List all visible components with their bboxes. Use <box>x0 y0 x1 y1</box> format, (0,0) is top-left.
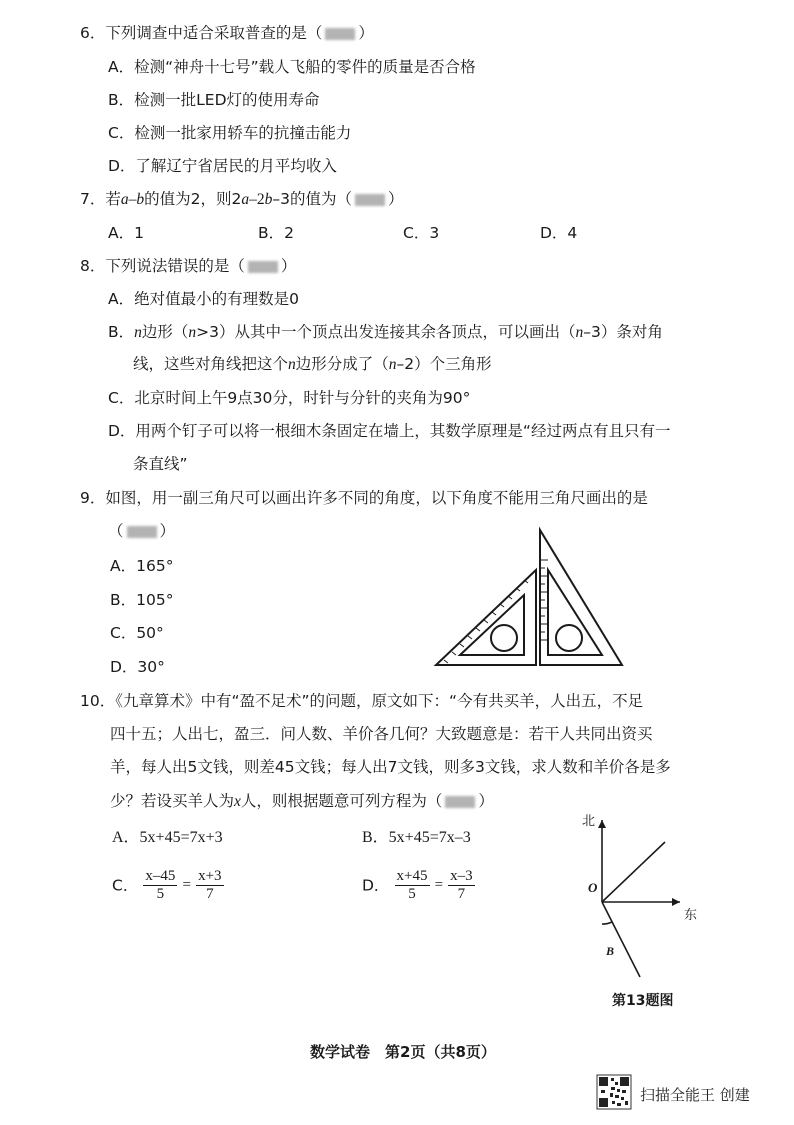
q10-option-b: B．5x+45=7x–3 <box>362 829 471 846</box>
t: ） <box>478 792 494 810</box>
q8-option-b-line1 <box>108 321 663 344</box>
q6-stem <box>80 22 374 44</box>
t: = <box>182 877 191 893</box>
q7-t4: b <box>136 191 145 208</box>
figure-caption: 第13题图 <box>612 993 674 1009</box>
answer-blur <box>248 261 278 273</box>
q6-option-b: B．检测一批LED灯的使用寿命 <box>108 91 320 109</box>
north-arrow <box>598 820 606 828</box>
q9-stem: 9．如图，用一副三角尺可以画出许多不同的角度，以下角度不能用三角尺画出的是 <box>80 489 648 507</box>
t: x–3 <box>450 868 473 884</box>
q9-option-c: C．50° <box>110 624 164 642</box>
q7-t9: –3的值为（ <box>272 190 352 208</box>
t: 线，这些对角线把这个 <box>133 355 289 373</box>
t: n <box>288 356 296 373</box>
answer-blur <box>325 28 355 40</box>
q10-option-d <box>362 868 475 903</box>
t: 边形（ <box>141 323 189 341</box>
qr-code-icon <box>597 1075 631 1109</box>
q7-t8: b <box>264 191 273 208</box>
q8-option-c: C．北京时间上午9点30分，时针与分针的夹角为90° <box>108 389 471 407</box>
t: 人，则根据题意可列方程为（ <box>240 792 443 810</box>
ray-northeast <box>602 842 665 902</box>
fraction-c-left <box>143 868 177 903</box>
t: x+3 <box>198 868 222 884</box>
ruler-ticks-right <box>540 560 548 640</box>
q7-t3: – <box>128 191 137 208</box>
east-label: 东 <box>684 908 698 923</box>
t: n <box>388 356 397 373</box>
q7-option-c: C．3 <box>403 224 440 242</box>
q10-option-c <box>112 868 224 903</box>
q6-option-c: C．检测一批家用轿车的抗撞击能力 <box>108 124 352 142</box>
q9-option-a: A．165° <box>110 557 174 575</box>
t: D． <box>362 876 390 895</box>
origin-label: O <box>588 880 598 895</box>
q7-t1: 7．若 <box>80 190 121 208</box>
ruler-hole-right <box>556 625 582 651</box>
q7-option-b: B．2 <box>258 224 294 242</box>
q10-line4 <box>110 790 494 813</box>
t: B． <box>108 323 135 341</box>
answer-blur <box>445 796 475 808</box>
answer-blur <box>127 526 157 538</box>
t: C． <box>112 876 139 895</box>
t: x–45 <box>145 868 176 884</box>
q10-line1: 10．《九章算术》中有“盈不足术”的问题，原文如下：“今有共买羊，人出五，不足 <box>80 692 644 710</box>
q6-option-a: A．检测“神舟十七号”载人飞船的零件的质量是否合格 <box>108 58 476 76</box>
q7-close: ） <box>387 190 404 208</box>
q9-paren <box>108 520 175 542</box>
fraction-d-right <box>448 868 475 903</box>
q7-option-a: A．1 <box>108 224 144 242</box>
q6-option-d: D．了解辽宁省居民的月平均收入 <box>108 157 337 175</box>
ruler-ticks-left <box>444 580 528 663</box>
triangle-ruler-left <box>436 570 536 665</box>
q7-t5: 的值为2，则2 <box>144 190 242 208</box>
fraction-c-right <box>196 868 223 903</box>
t: （ <box>108 522 124 540</box>
q9-option-d: D．30° <box>110 658 165 676</box>
t: –3）条对角 <box>583 323 663 341</box>
north-label: 北 <box>582 814 596 829</box>
t: x+45 <box>396 868 428 884</box>
q7-t6: a <box>241 191 250 208</box>
t: >3）从其中一个顶点出发连接其余各顶点，可以画出（ <box>196 323 576 341</box>
ray-ob <box>602 902 640 977</box>
t: 边形分成了（ <box>295 355 389 373</box>
t: n <box>188 324 197 341</box>
t: 7 <box>206 886 214 902</box>
t: 7 <box>457 886 466 902</box>
q10-line3: 羊，每人出5文钱，则差45文钱；每人出7文钱，则多3文钱，求人数和羊价各是多 <box>110 758 671 776</box>
q8-close: ） <box>280 257 297 275</box>
ruler-hole-left <box>491 625 517 651</box>
set-squares-figure <box>430 520 630 670</box>
fraction-d-left <box>395 868 430 903</box>
q8-option-b-line2 <box>133 353 492 376</box>
t: n <box>575 324 584 341</box>
t: 5 <box>156 886 165 902</box>
t: ） <box>159 522 176 540</box>
q7-t7: –2 <box>249 191 265 208</box>
t: x <box>234 793 241 810</box>
q7-option-d: D．4 <box>540 224 578 242</box>
q8-option-d-line1: D．用两个钉子可以将一根细木条固定在墙上，其数学原理是“经过两点有且只有一 <box>108 422 671 440</box>
t: n <box>134 324 142 341</box>
angle-arc <box>602 922 612 924</box>
t: –2）个三角形 <box>396 355 492 373</box>
t: 少？若设买羊人为 <box>110 792 235 810</box>
t: 5 <box>408 886 416 902</box>
q10-line2: 四十五；人出七，盈三．问人数、羊价各几何？大致题意是：若干人共同出资买 <box>110 725 653 743</box>
t: = <box>434 877 444 893</box>
q8-option-d-line2: 条直线” <box>133 455 188 473</box>
watermark-text: 扫描全能王 创建 <box>640 1086 750 1104</box>
q6-close: ） <box>358 24 374 42</box>
q7-t2: a <box>120 191 129 208</box>
q8-stem <box>80 255 296 277</box>
q6-stem-text: 6．下列调查中适合采取普查的是（ <box>80 24 323 42</box>
q8-stem-text: 8．下列说法错误的是（ <box>80 257 245 275</box>
page-footer: 数学试卷 第2页（共8页） <box>310 1043 496 1061</box>
q9-option-b: B．105° <box>110 591 174 609</box>
answer-blur <box>355 194 385 206</box>
q7-stem <box>80 188 404 211</box>
point-b-label: B <box>606 944 615 958</box>
q10-option-a: A．5x+45=7x+3 <box>112 829 223 846</box>
east-arrow <box>672 898 680 906</box>
figure-13-diagram <box>570 812 710 982</box>
q8-option-a: A．绝对值最小的有理数是0 <box>108 290 299 308</box>
